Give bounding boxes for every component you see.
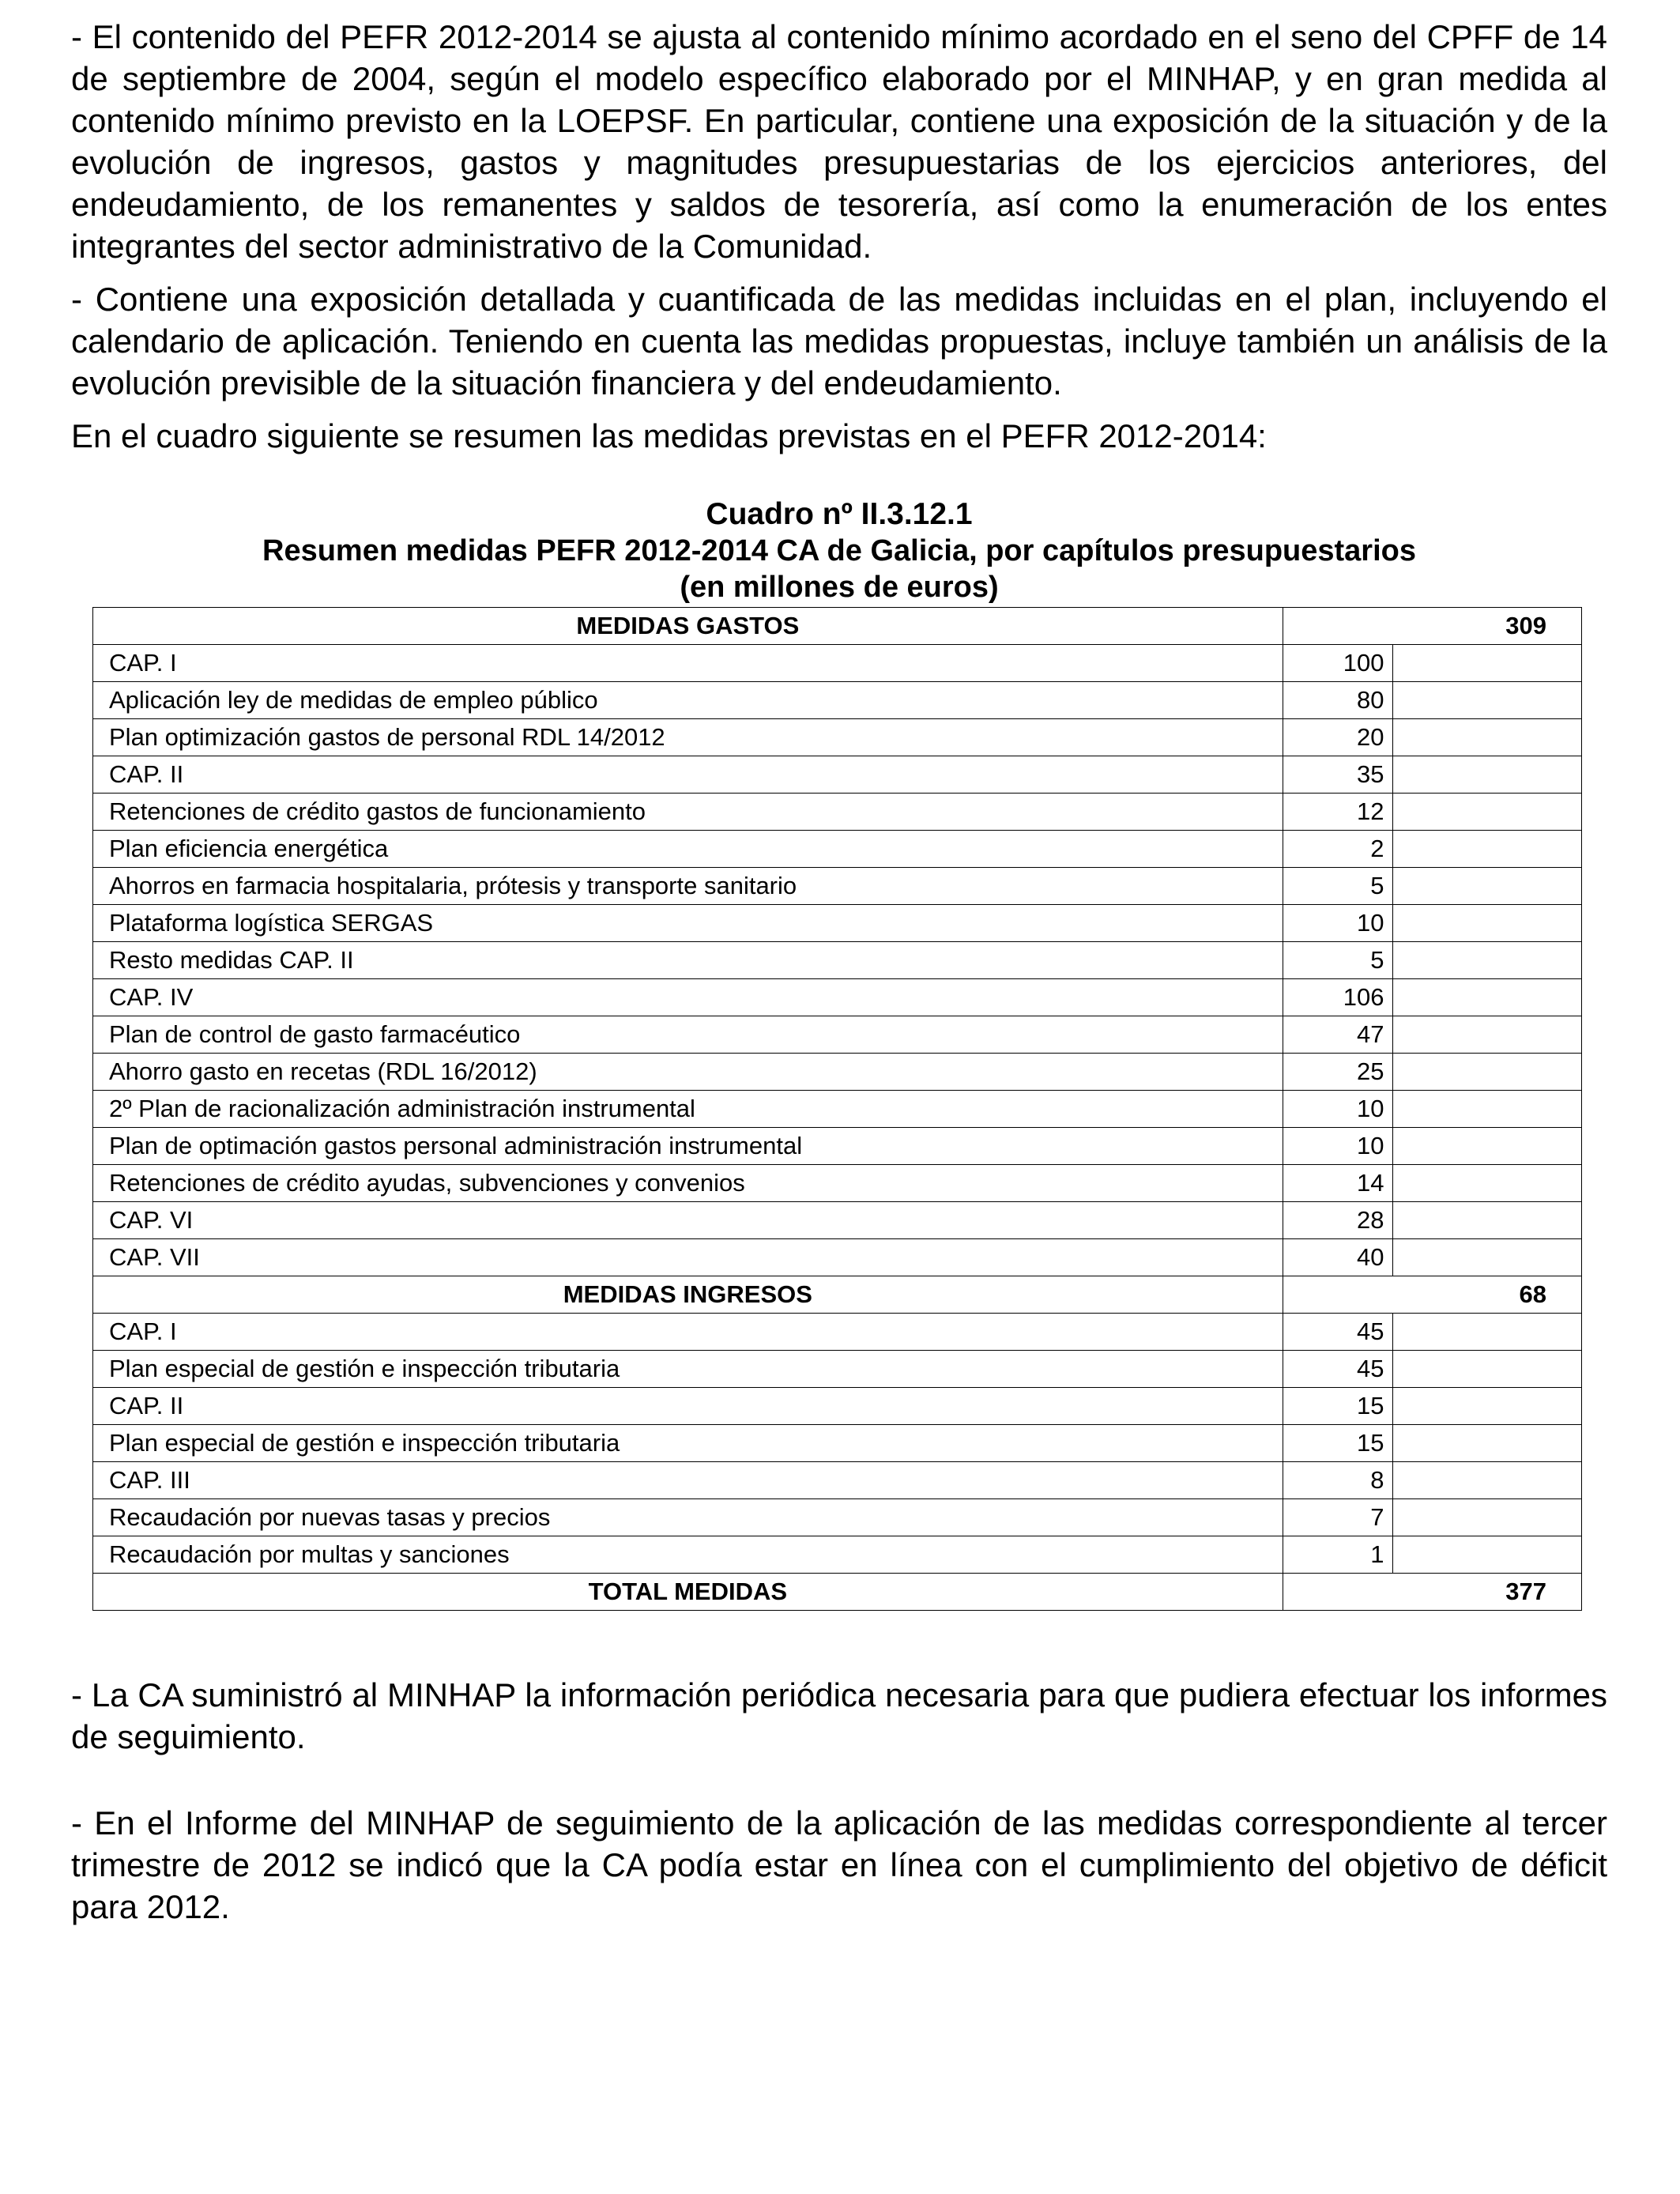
row-label: CAP. VI bbox=[93, 1202, 1283, 1239]
table-units: (en millones de euros) bbox=[680, 571, 999, 604]
table-row bbox=[93, 979, 1582, 1016]
row-total-empty bbox=[1392, 719, 1581, 756]
row-value: 10 bbox=[1283, 1128, 1392, 1165]
row-value: 35 bbox=[1283, 756, 1392, 794]
table-row bbox=[93, 1128, 1582, 1165]
row-label: Ahorros en farmacia hospitalaria, prótesis y transporte sanitario bbox=[93, 868, 1283, 905]
row-total-empty bbox=[1392, 942, 1581, 979]
row-total-empty bbox=[1392, 682, 1581, 719]
table-row bbox=[93, 794, 1582, 831]
section-label: MEDIDAS GASTOS bbox=[93, 608, 1283, 645]
row-value: 5 bbox=[1283, 942, 1392, 979]
row-total-empty bbox=[1392, 756, 1581, 794]
measures-table-body bbox=[93, 608, 1582, 1611]
measures-table bbox=[92, 607, 1582, 1611]
row-value: 25 bbox=[1283, 1054, 1392, 1091]
row-value: 7 bbox=[1283, 1499, 1392, 1536]
table-row bbox=[93, 645, 1582, 682]
row-value: 100 bbox=[1283, 645, 1392, 682]
table-section-header-gastos bbox=[93, 608, 1582, 645]
row-total-empty bbox=[1392, 1239, 1581, 1276]
row-label: Plan eficiencia energética bbox=[93, 831, 1283, 868]
row-value: 28 bbox=[1283, 1202, 1392, 1239]
table-number: Cuadro nº II.3.12.1 bbox=[706, 497, 973, 531]
row-label: Retenciones de crédito ayudas, subvenciones y convenios bbox=[93, 1165, 1283, 1202]
row-total-empty bbox=[1392, 831, 1581, 868]
document-page bbox=[71, 16, 1607, 1928]
row-label: Ahorro gasto en recetas (RDL 16/2012) bbox=[93, 1054, 1283, 1091]
row-total-empty bbox=[1392, 1128, 1581, 1165]
row-total-empty bbox=[1392, 1091, 1581, 1128]
row-value: 10 bbox=[1283, 1091, 1392, 1128]
row-label: CAP. III bbox=[93, 1462, 1283, 1499]
row-label: Retenciones de crédito gastos de funcionamiento bbox=[93, 794, 1283, 831]
row-label: Recaudación por nuevas tasas y precios bbox=[93, 1499, 1283, 1536]
table-row bbox=[93, 682, 1582, 719]
closing-paragraphs bbox=[71, 1674, 1607, 1928]
row-total-empty bbox=[1392, 868, 1581, 905]
table-row bbox=[93, 1054, 1582, 1091]
table-row bbox=[93, 905, 1582, 942]
table-row bbox=[93, 1351, 1582, 1388]
row-total-empty bbox=[1392, 1425, 1581, 1462]
row-total-empty bbox=[1392, 1314, 1581, 1351]
table-row bbox=[93, 942, 1582, 979]
row-total-empty bbox=[1392, 794, 1581, 831]
row-label: Plataforma logística SERGAS bbox=[93, 905, 1283, 942]
table-total-row bbox=[93, 1574, 1582, 1611]
row-label: CAP. VII bbox=[93, 1239, 1283, 1276]
row-value: 40 bbox=[1283, 1239, 1392, 1276]
section-label: MEDIDAS INGRESOS bbox=[93, 1276, 1283, 1314]
row-label: CAP. II bbox=[93, 756, 1283, 794]
paragraph-measures-detail: - Contiene una exposición detallada y cuantificada de las medidas incluidas en el plan, incluyendo el calendario de aplicación. Teniendo en cuenta las medidas propuestas, incluye también un análisis de la evolución previsible de la situación financiera y del endeudamiento. bbox=[71, 281, 1607, 401]
paragraph-followup-report: - En el Informe del MINHAP de seguimiento de la aplicación de las medidas correspondiente al tercer trimestre de 2012 se indicó que la CA podía estar en línea con el cumplimiento del objetivo de déficit para 2012. bbox=[71, 1804, 1607, 1925]
row-value: 5 bbox=[1283, 868, 1392, 905]
row-label: CAP. II bbox=[93, 1388, 1283, 1425]
table-row bbox=[93, 1499, 1582, 1536]
table-row bbox=[93, 1314, 1582, 1351]
row-value: 1 bbox=[1283, 1536, 1392, 1574]
row-value: 14 bbox=[1283, 1165, 1392, 1202]
row-label: Aplicación ley de medidas de empleo público bbox=[93, 682, 1283, 719]
row-value: 2 bbox=[1283, 831, 1392, 868]
row-total-empty bbox=[1392, 1499, 1581, 1536]
paragraph-pefr-content: - El contenido del PEFR 2012-2014 se ajusta al contenido mínimo acordado en el seno del CPFF de 14 de septiembre de 2004, según el modelo específico elaborado por el MINHAP, y en gran medida al contenido mínimo previsto en la LOEPSF. En particular, contiene una exposición de la situación y de la evolución de ingresos, gastos y magnitudes presupuestarias de los ejercicios anteriores, del endeudamiento, de los remanentes y saldos de tesorería, así como la enumeración de los entes integrantes del sector administrativo de la Comunidad. bbox=[71, 18, 1607, 265]
row-total-empty bbox=[1392, 1165, 1581, 1202]
row-value: 12 bbox=[1283, 794, 1392, 831]
row-total-empty bbox=[1392, 1462, 1581, 1499]
table-row bbox=[93, 868, 1582, 905]
row-value: 45 bbox=[1283, 1351, 1392, 1388]
row-total-empty bbox=[1392, 979, 1581, 1016]
row-value: 45 bbox=[1283, 1314, 1392, 1351]
row-label: Plan de optimación gastos personal administración instrumental bbox=[93, 1128, 1283, 1165]
row-value: 10 bbox=[1283, 905, 1392, 942]
row-label: CAP. IV bbox=[93, 979, 1283, 1016]
row-value: 15 bbox=[1283, 1425, 1392, 1462]
row-label: Plan de control de gasto farmacéutico bbox=[93, 1016, 1283, 1054]
row-label: CAP. I bbox=[93, 645, 1283, 682]
row-total-empty bbox=[1392, 1536, 1581, 1574]
table-row bbox=[93, 1091, 1582, 1128]
row-total-empty bbox=[1392, 1202, 1581, 1239]
row-total-empty bbox=[1392, 1016, 1581, 1054]
row-total-empty bbox=[1392, 1054, 1581, 1091]
table-row bbox=[93, 1388, 1582, 1425]
table-row bbox=[93, 1016, 1582, 1054]
row-total-empty bbox=[1392, 1351, 1581, 1388]
table-row bbox=[93, 1462, 1582, 1499]
row-label: CAP. I bbox=[93, 1314, 1283, 1351]
row-label: Plan optimización gastos de personal RDL 14/2012 bbox=[93, 719, 1283, 756]
table-row bbox=[93, 719, 1582, 756]
row-total-empty bbox=[1392, 645, 1581, 682]
table-row bbox=[93, 1239, 1582, 1276]
table-row bbox=[93, 1202, 1582, 1239]
row-total-empty bbox=[1392, 905, 1581, 942]
row-value: 106 bbox=[1283, 979, 1392, 1016]
row-label: Plan especial de gestión e inspección tributaria bbox=[93, 1425, 1283, 1462]
table-title: Resumen medidas PEFR 2012-2014 CA de Galicia, por capítulos presupuestarios bbox=[262, 534, 1416, 567]
table-row bbox=[93, 756, 1582, 794]
paragraph-table-intro: En el cuadro siguiente se resumen las medidas previstas en el PEFR 2012-2014: bbox=[71, 417, 1267, 454]
row-total-empty bbox=[1392, 1388, 1581, 1425]
row-value: 15 bbox=[1283, 1388, 1392, 1425]
row-label: Recaudación por multas y sanciones bbox=[93, 1536, 1283, 1574]
row-label: Plan especial de gestión e inspección tributaria bbox=[93, 1351, 1283, 1388]
row-value: 20 bbox=[1283, 719, 1392, 756]
section-total: 309 bbox=[1283, 608, 1581, 645]
table-row bbox=[93, 1165, 1582, 1202]
table-section-header-ingresos bbox=[93, 1276, 1582, 1314]
row-value: 47 bbox=[1283, 1016, 1392, 1054]
row-value: 8 bbox=[1283, 1462, 1392, 1499]
section-total: 68 bbox=[1283, 1276, 1581, 1314]
row-label: 2º Plan de racionalización administración instrumental bbox=[93, 1091, 1283, 1128]
section-total: 377 bbox=[1283, 1574, 1581, 1611]
section-label: TOTAL MEDIDAS bbox=[93, 1574, 1283, 1611]
table-row bbox=[93, 831, 1582, 868]
row-value: 80 bbox=[1283, 682, 1392, 719]
paragraph-periodic-info: - La CA suministró al MINHAP la información periódica necesaria para que pudiera efectuar los informes de seguimiento. bbox=[71, 1676, 1607, 1755]
row-label: Resto medidas CAP. II bbox=[93, 942, 1283, 979]
table-row bbox=[93, 1425, 1582, 1462]
table-row bbox=[93, 1536, 1582, 1574]
